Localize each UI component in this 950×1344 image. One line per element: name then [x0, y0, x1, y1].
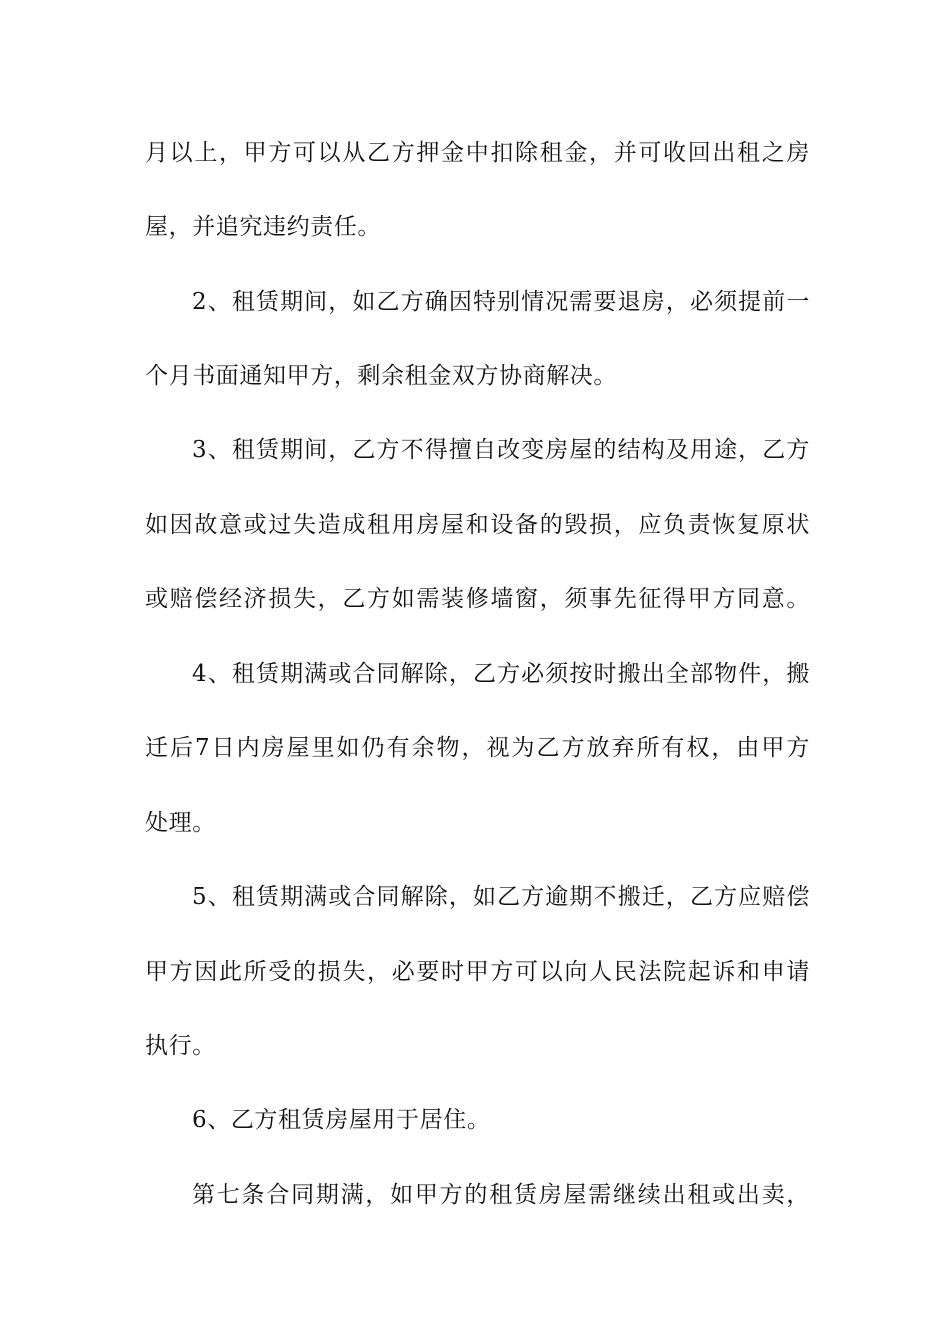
text-line-3: 2、租赁期间，如乙方确因特别情况需要退房，必须提前一: [192, 289, 810, 315]
text-line-8: 4、租赁期满或合同解除，乙方必须按时搬出全部物件，搬: [192, 661, 810, 687]
text-line-14: 6、乙方租赁房屋用于居住。: [192, 1107, 491, 1133]
text-line-6: 如因故意或过失造成租用房屋和设备的毁损，应负责恢复原状: [145, 512, 810, 538]
text-line-10: 处理。: [145, 810, 216, 836]
text-line-2: 屋，并追究违约责任。: [145, 214, 381, 240]
text-line-12: 甲方因此所受的损失，必要时甲方可以向人民法院起诉和申请: [145, 959, 810, 985]
text-line-4: 个月书面通知甲方，剩余租金双方协商解决。: [145, 363, 617, 389]
text-line-15: 第七条合同期满，如甲方的租赁房屋需继续出租或出卖，: [192, 1182, 810, 1208]
text-line-13: 执行。: [145, 1033, 216, 1059]
text-line-5: 3、租赁期间，乙方不得擅自改变房屋的结构及用途，乙方: [192, 437, 810, 463]
text-line-11: 5、租赁期满或合同解除，如乙方逾期不搬迁，乙方应赔偿: [192, 884, 810, 910]
text-line-1: 月以上，甲方可以从乙方押金中扣除租金，并可收回出租之房: [145, 140, 810, 166]
text-line-9: 迁后7日内房屋里如仍有余物，视为乙方放弃所有权，由甲方: [145, 735, 810, 761]
text-line-7: 或赔偿经济损失，乙方如需装修墙窗，须事先征得甲方同意。: [145, 586, 810, 612]
